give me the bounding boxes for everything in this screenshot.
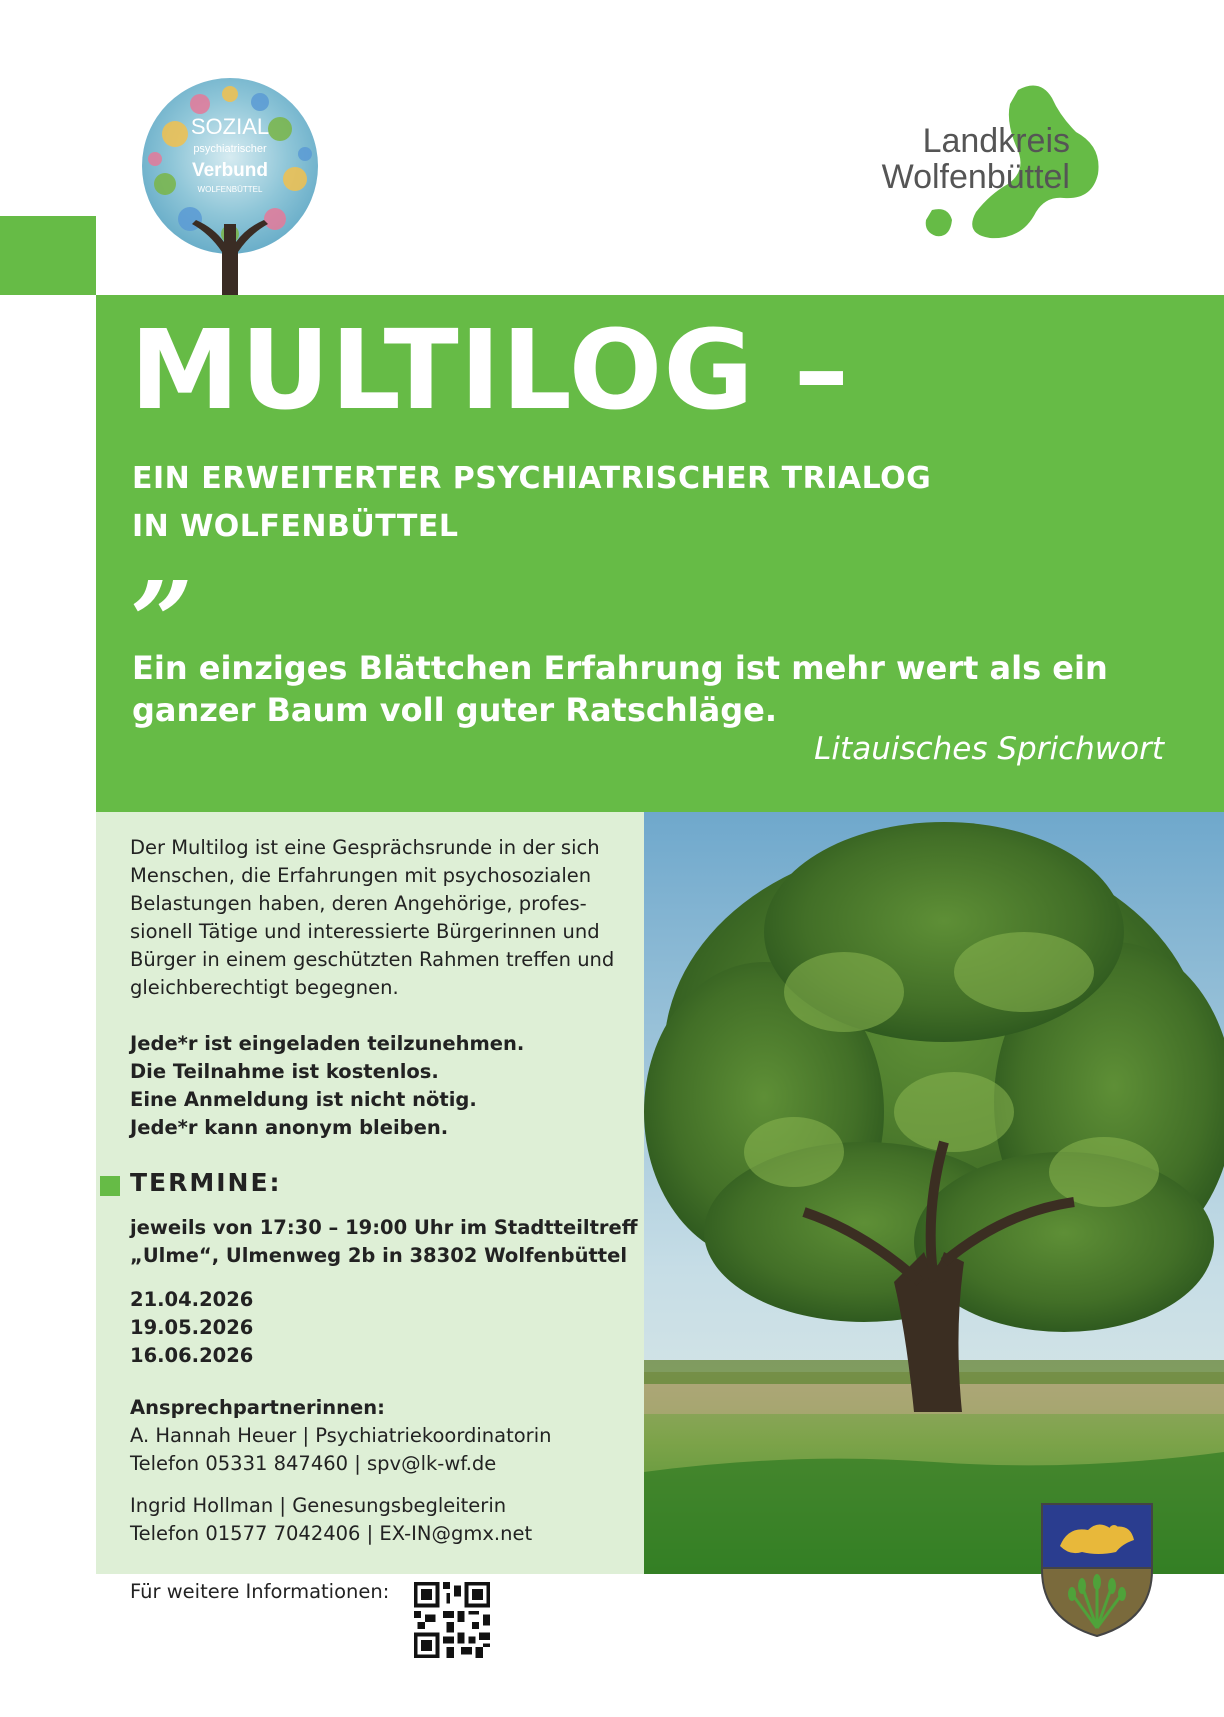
contact-phone-email[interactable]: Telefon 05331 847460 | spv@lk-wf.de <box>130 1452 497 1475</box>
spv-logo-text-1: SOZIAL <box>190 114 270 139</box>
date-item: 16.06.2026 <box>130 1344 254 1367</box>
qr-code-icon[interactable] <box>414 1582 490 1658</box>
contact-hollman <box>130 1492 532 1548</box>
note-item: Die Teilnahme ist kostenlos. <box>130 1060 439 1083</box>
info-panel <box>96 812 644 1574</box>
termine-location-line-1: jeweils von 17:30 – 19:00 Uhr im Stadtteiltreff <box>130 1216 638 1239</box>
intro-text: Der Multilog ist eine Gesprächsrunde in der sich Menschen, die Erfahrungen mit psychosozialen Belastungen haben, deren Angehörige, professionell Tätige und interessierte Bürgerinnen und Bürger in einem geschützten Rahmen treffen und gleichberechtigt begegnen. <box>130 836 615 999</box>
contact-name-role: Ingrid Hollman | Genesungsbegleiterin <box>130 1494 507 1517</box>
participation-notes <box>130 1030 630 1142</box>
subtitle <box>132 455 1132 551</box>
contact-phone-email[interactable]: Telefon 01577 7042406 | EX-IN@gmx.net <box>130 1522 533 1545</box>
note-item: Eine Anmeldung ist nicht nötig. <box>130 1088 477 1111</box>
page-title: MULTILOG – <box>130 306 850 434</box>
landkreis-logo-line1: Landkreis <box>922 122 1070 160</box>
termine-location-line-2: „Ulme“, Ulmenweg 2b in 38302 Wolfenbüttel <box>130 1244 628 1267</box>
quote-source: Litauisches Sprichwort <box>814 731 1164 767</box>
coat-of-arms-icon <box>1038 1500 1156 1640</box>
spv-logo-text-3: Verbund <box>191 160 269 181</box>
note-item: Jede*r kann anonym bleiben. <box>130 1116 449 1139</box>
spv-logo-text-4: WOLFENBÜTTEL <box>197 185 263 194</box>
footer-label: Für weitere Informationen: <box>130 1580 390 1603</box>
landkreis-logo-line2: Wolfenbüttel <box>881 158 1070 196</box>
subtitle-line-1: EIN ERWEITERTER PSYCHIATRISCHER TRIALOG <box>132 461 932 496</box>
note-item: Jede*r ist eingeladen teilzunehmen. <box>130 1032 525 1055</box>
sozialpsychiatrischer-verbund-logo <box>130 74 330 298</box>
contact-heuer <box>130 1422 551 1478</box>
landkreis-wolfenbuettel-logo <box>840 82 1160 252</box>
quote-text: Ein einziges Blättchen Erfahrung ist mehr wert als ein ganzer Baum voll guter Ratschläge. <box>132 649 1108 729</box>
header-band <box>96 295 1224 812</box>
spv-logo-text-2: psychiatrischer <box>193 143 267 155</box>
subtitle-line-2: IN WOLFENBÜTTEL <box>132 509 459 544</box>
oak-tree-photo <box>644 812 1224 1574</box>
termine-bullet-icon <box>100 1176 120 1196</box>
contact-name-role: A. Hannah Heuer | Psychiatriekoordinatorin <box>130 1424 552 1447</box>
decorative-green-square <box>0 216 96 295</box>
termine-location <box>130 1214 640 1270</box>
termine-heading: TERMINE: <box>130 1168 282 1197</box>
date-item: 19.05.2026 <box>130 1316 254 1339</box>
contacts-heading: Ansprechpartnerinnen: <box>130 1396 385 1419</box>
termine-dates <box>130 1286 253 1370</box>
date-item: 21.04.2026 <box>130 1288 254 1311</box>
quotation-mark-icon: ” <box>130 557 194 686</box>
